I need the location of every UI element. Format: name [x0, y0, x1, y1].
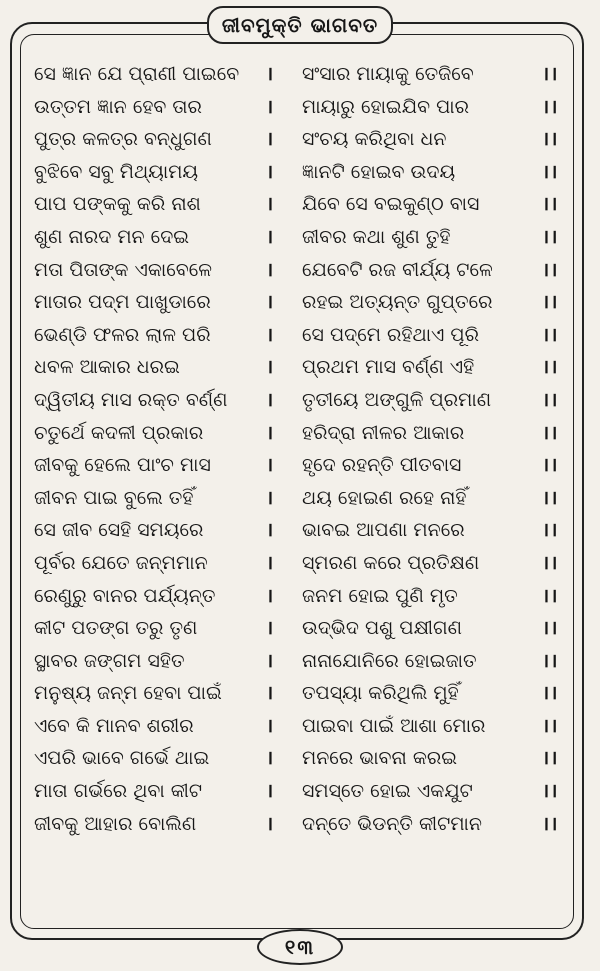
verse-row	[30, 351, 570, 384]
verse-row	[30, 286, 570, 319]
double-danda-mark: ।।	[542, 95, 559, 118]
single-danda-mark: ।	[266, 193, 274, 216]
verse-row	[30, 319, 570, 352]
verse-first-half: ରେଣୁରୁ ବାନର ପର୍ଯ୍ୟନ୍ତ	[34, 584, 216, 607]
verse-row	[30, 710, 570, 743]
double-danda-mark: ।।	[542, 160, 559, 183]
verse-first-half: ଭେଣ୍ଡି ଫଳର ଲାଳ ପରି	[34, 323, 211, 346]
verse-row	[30, 58, 570, 91]
single-danda-mark: ।	[266, 95, 274, 118]
verse-second-half: ଥୟ ହୋଇଣ ରହେ ନାହିଁ	[302, 486, 467, 509]
single-danda-mark: ।	[266, 388, 274, 411]
single-danda-mark: ।	[266, 617, 274, 640]
single-danda-mark: ।	[266, 323, 274, 346]
verse-first-half: ସ୍ଥାବର ଜଙ୍ଗମ ସହିତ	[34, 649, 185, 672]
single-danda-mark: ।	[266, 649, 274, 672]
single-danda-mark: ।	[266, 225, 274, 248]
verse-row	[30, 417, 570, 450]
verse-row	[30, 156, 570, 189]
verse-second-half: ହରିଦ୍ରା ନୀଳର ଆକାର	[302, 421, 465, 444]
single-danda-mark: ।	[266, 551, 274, 574]
page-number: ୧୩	[284, 935, 316, 959]
double-danda-mark: ।।	[542, 780, 559, 803]
double-danda-mark: ।।	[542, 551, 559, 574]
single-danda-mark: ।	[266, 584, 274, 607]
verse-first-half: ଜୀବନ ପାଇ ବୁଲେ ତହିଁ	[34, 486, 194, 509]
verse-second-half: ତୃତୀୟେ ଅଙ୍ଗୁଳି ପ୍ରମାଣ	[302, 388, 492, 411]
verse-row	[30, 482, 570, 515]
page-title: ଜୀବମୁକ୍ତି ଭାଗବତ	[221, 13, 379, 37]
verse-first-half: ମନୁଷ୍ୟ ଜନ୍ମ ହେବା ପାଇଁ	[34, 682, 222, 705]
verse-first-half: ସେ ଜ୍ଞାନ ଯେ ପ୍ରାଣୀ ପାଇବେ	[34, 63, 240, 85]
verse-row	[30, 254, 570, 287]
verse-row	[30, 645, 570, 678]
verse-second-half: ସଂଚୟ କରିଥିବା ଧନ	[302, 128, 447, 151]
single-danda-mark: ।	[266, 780, 274, 803]
verse-second-half: ଜନମ ହୋଇ ପୁଣି ମୃତ	[302, 584, 458, 607]
verse-second-half: ଜ୍ଞାନଟି ହୋଇବ ଉଦୟ	[302, 160, 456, 183]
verse-second-half: ହୃଦେ ରହନ୍ତି ପୀତବାସ	[302, 454, 462, 477]
verse-first-half: ପାପ ପଙ୍କକୁ କରି ନାଶ	[34, 193, 201, 216]
verse-row	[30, 514, 570, 547]
verse-row	[30, 188, 570, 221]
verse-first-half: ଶୁଣ ନାରଦ ମନ ଦେଇ	[34, 225, 190, 248]
verse-first-half: ଏବେ କି ମାନବ ଶରୀର	[34, 714, 194, 737]
verse-second-half: ଯିବେ ସେ ବଇକୁଣ୍ଠ ବାସ	[302, 193, 480, 216]
verse-second-half: ଭାବଇ ଆପଣା ମନରେ	[302, 519, 465, 542]
double-danda-mark: ।।	[542, 617, 559, 640]
double-danda-mark: ।।	[542, 258, 559, 281]
verse-second-half: ଉଦ୍ଭିଦ ପଶୁ ପକ୍ଷୀଗଣ	[302, 617, 463, 640]
verse-first-half: ଧବଳ ଆକାର ଧରଇ	[34, 356, 180, 379]
verse-first-half: ଏପରି ଭାବେ ଗର୍ଭେ ଥାଇ	[34, 747, 210, 770]
verse-second-half: ସ୍ମରଣ କରେ ପ୍ରତିକ୍ଷଣ	[302, 551, 480, 574]
verse-first-half: ମତା ପିତାଙ୍କ ଏକାବେଳେ	[34, 258, 212, 281]
verse-first-half: ଚତୁର୍ଥେ କଦଳୀ ପ୍ରକାର	[34, 421, 204, 444]
single-danda-mark: ।	[266, 63, 274, 85]
verse-first-half: ପୂର୍ବର ଯେତେ ଜନ୍ମମାନ	[34, 551, 208, 574]
single-danda-mark: ।	[266, 812, 274, 835]
verse-second-half: ସେ ପଦ୍ମେ ରହିଥାଏ ପୂରି	[302, 323, 480, 346]
verse-first-half: ଉତ୍ତମ ଜ୍ଞାନ ହେବ ତାର	[34, 95, 202, 118]
verse-second-half: ମନରେ ଭାବନା କରଇ	[302, 747, 458, 770]
verse-row	[30, 221, 570, 254]
verse-first-half: କୀଟ ପତଙ୍ଗ ତରୁ ତୃଣ	[34, 617, 198, 640]
single-danda-mark: ।	[266, 747, 274, 770]
verse-row	[30, 677, 570, 710]
double-danda-mark: ।।	[542, 291, 559, 314]
verse-second-half: ନାନାଯୋନିରେ ହୋଇଜାତ	[302, 649, 477, 672]
verse-second-half: ସଂସାର ମାୟାକୁ ତେଜିବେ	[302, 63, 474, 85]
double-danda-mark: ।।	[542, 128, 559, 151]
verse-row	[30, 384, 570, 417]
double-danda-mark: ।।	[542, 714, 559, 737]
verse-row	[30, 547, 570, 580]
double-danda-mark: ।।	[542, 682, 559, 705]
verse-row	[30, 742, 570, 775]
double-danda-mark: ।।	[542, 388, 559, 411]
single-danda-mark: ।	[266, 258, 274, 281]
double-danda-mark: ।।	[542, 584, 559, 607]
verse-first-half: ଜୀବକୁ ଆହାର ବୋଲିଣ	[34, 812, 197, 835]
double-danda-mark: ।।	[542, 486, 559, 509]
verse-second-half: ରହଇ ଅତ୍ୟନ୍ତ ଗୁପ୍ତରେ	[302, 291, 493, 314]
single-danda-mark: ।	[266, 454, 274, 477]
double-danda-mark: ।।	[542, 649, 559, 672]
verse-first-half: ମାତାର ପଦ୍ମ ପାଖୁଡାରେ	[34, 291, 211, 314]
double-danda-mark: ।।	[542, 519, 559, 542]
verse-first-half: ଜୀବକୁ ହେଲେ ପାଂଚ ମାସ	[34, 454, 211, 477]
single-danda-mark: ।	[266, 682, 274, 705]
single-danda-mark: ।	[266, 714, 274, 737]
single-danda-mark: ।	[266, 128, 274, 151]
verse-row	[30, 91, 570, 124]
single-danda-mark: ।	[266, 160, 274, 183]
verse-row	[30, 775, 570, 808]
double-danda-mark: ।।	[542, 747, 559, 770]
verse-row	[30, 123, 570, 156]
verse-second-half: ପାଇବା ପାଇଁ ଆଶା ମୋର	[302, 714, 486, 737]
verse-first-half: ପୁତ୍ର କଳତ୍ର ବନ୍ଧୁଗଣ	[34, 128, 212, 151]
single-danda-mark: ।	[266, 291, 274, 314]
verse-first-half: ବୁଝିବେ ସବୁ ମିଥ୍ୟାମୟ	[34, 160, 199, 183]
page-title-box	[207, 6, 393, 44]
single-danda-mark: ।	[266, 356, 274, 379]
double-danda-mark: ।।	[542, 454, 559, 477]
double-danda-mark: ।।	[542, 225, 559, 248]
verse-row	[30, 449, 570, 482]
verse-first-half: ଦ୍ୱିତୀୟ ମାସ ରକ୍ତ ବର୍ଣ୍ଣ	[34, 388, 228, 411]
single-danda-mark: ।	[266, 486, 274, 509]
double-danda-mark: ।।	[542, 356, 559, 379]
single-danda-mark: ।	[266, 519, 274, 542]
verse-list	[30, 58, 570, 840]
double-danda-mark: ।।	[542, 193, 559, 216]
verse-row	[30, 808, 570, 841]
verse-row	[30, 580, 570, 613]
verse-first-half: ମାତା ଗର୍ଭରେ ଥିବା କୀଟ	[34, 780, 203, 803]
verse-second-half: ମାୟାରୁ ହୋଇଯିବ ପାର	[302, 95, 470, 118]
verse-second-half: ପ୍ରଥମ ମାସ ବର୍ଣ୍ଣ ଏହି	[302, 356, 475, 379]
verse-second-half: ଦନ୍ତେ ଭିଡନ୍ତି କୀଟମାନ	[302, 812, 482, 835]
verse-row	[30, 612, 570, 645]
double-danda-mark: ।।	[542, 421, 559, 444]
double-danda-mark: ।।	[542, 63, 559, 85]
page-number-badge	[257, 929, 343, 965]
single-danda-mark: ।	[266, 421, 274, 444]
double-danda-mark: ।।	[542, 323, 559, 346]
double-danda-mark: ।।	[542, 812, 559, 835]
verse-second-half: ଯେବେଟି ରଜ ବୀର୍ଯ୍ୟ ଟଳେ	[302, 258, 493, 281]
verse-second-half: ଜୀବର କଥା ଶୁଣ ତୁହି	[302, 225, 451, 248]
verse-first-half: ସେ ଜୀବ ସେହି ସମୟରେ	[34, 519, 204, 542]
verse-second-half: ସମସ୍ତେ ହୋଇ ଏକଯୁଟ	[302, 780, 473, 803]
verse-second-half: ତପସ୍ୟା କରିଥିଲି ମୁହିଁ	[302, 682, 459, 705]
